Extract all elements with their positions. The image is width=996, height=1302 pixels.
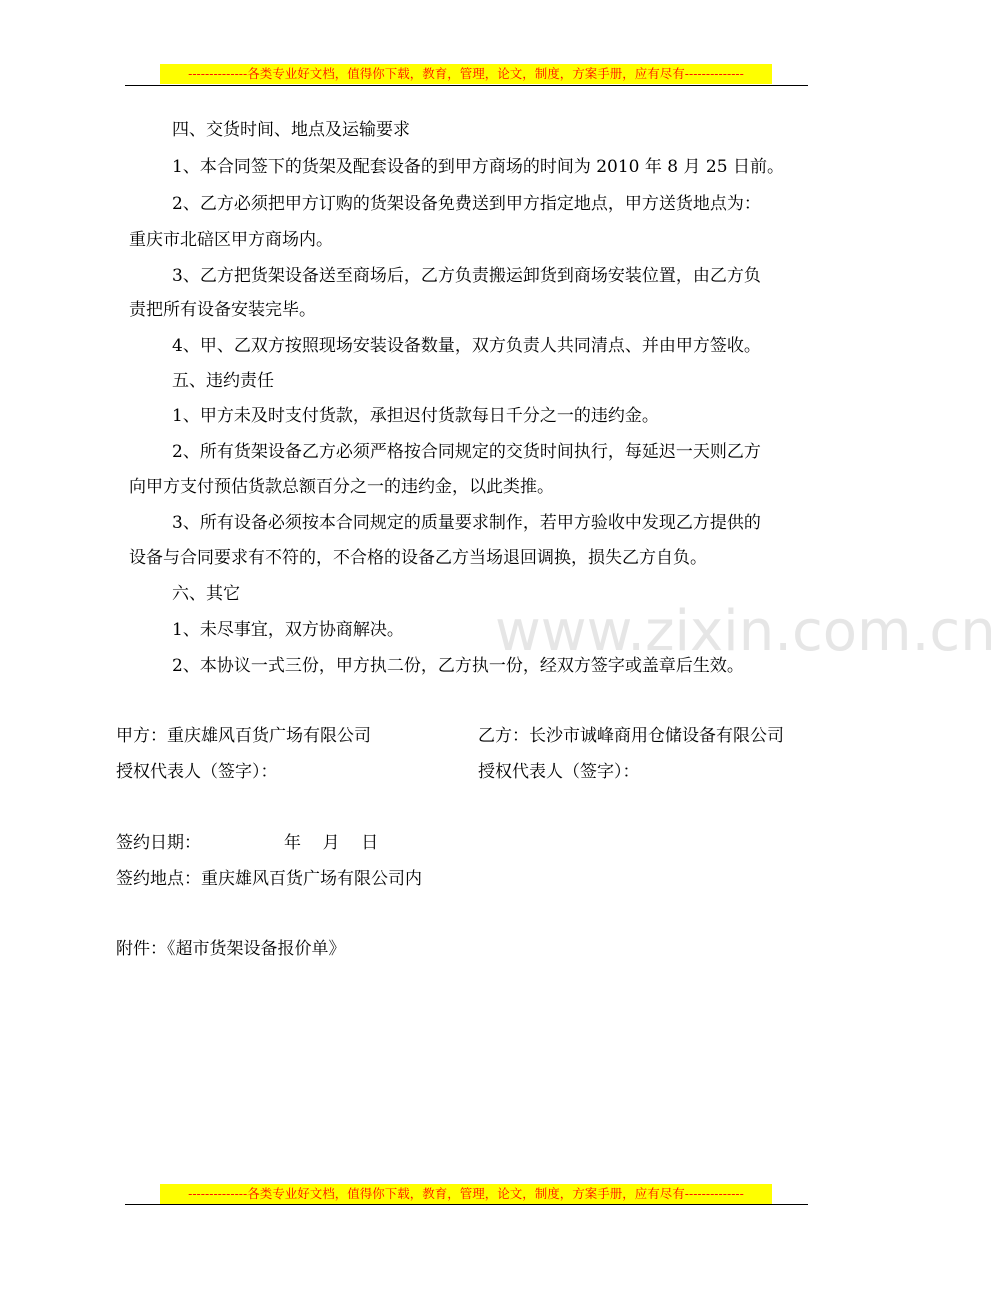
party-b-name: 乙方：长沙市诚峰商用仓储设备有限公司 xyxy=(478,726,784,746)
footer-banner: --------------各类专业好文档，值得你下载，教育，管理，论文，制度，方案手册，应有尽有-------------- xyxy=(160,1184,772,1204)
section-4-clause-2-cont: 重庆市北碚区甲方商场内。 xyxy=(129,230,333,250)
party-a-representative: 授权代表人（签字）： xyxy=(116,762,278,782)
section-5-clause-1: 1、甲方未及时支付货款，承担迟付货款每日千分之一的违约金。 xyxy=(172,406,659,426)
section-4-clause-3: 3、乙方把货架设备送至商场后，乙方负责搬运卸货到商场安装位置，由乙方负 xyxy=(172,266,761,286)
section-4-clause-4: 4、甲、乙双方按照现场安装设备数量，双方负责人共同清点、并由甲方签收。 xyxy=(172,336,761,356)
section-5-clause-2: 2、所有货架设备乙方必须严格按合同规定的交货时间执行，每延迟一天则乙方 xyxy=(172,442,761,462)
signing-place: 签约地点：重庆雄风百货广场有限公司内 xyxy=(116,869,422,889)
section-5-title: 五、违约责任 xyxy=(172,371,274,391)
section-4-clause-3-cont: 责把所有设备安装完毕。 xyxy=(129,300,316,320)
party-b-representative: 授权代表人（签字）： xyxy=(478,762,640,782)
section-5-clause-3: 3、所有设备必须按本合同规定的质量要求制作，若甲方验收中发现乙方提供的 xyxy=(172,513,761,533)
header-rule xyxy=(125,85,808,86)
header-banner: --------------各类专业好文档，值得你下载，教育，管理，论文，制度，方案手册，应有尽有-------------- xyxy=(160,64,772,84)
section-6-clause-2: 2、本协议一式三份，甲方执二份，乙方执一份，经双方签字或盖章后生效。 xyxy=(172,656,744,676)
footer-rule xyxy=(125,1204,808,1205)
section-5-clause-3-cont: 设备与合同要求有不符的，不合格的设备乙方当场退回调换，损失乙方自负。 xyxy=(129,548,707,568)
section-4-clause-2: 2、乙方必须把甲方订购的货架设备免费送到甲方指定地点，甲方送货地点为： xyxy=(172,194,761,214)
section-4-clause-1: 1、本合同签下的货架及配套设备的到甲方商场的时间为 2010 年 8 月 25 日前。 xyxy=(172,157,784,177)
section-6-title: 六、其它 xyxy=(172,584,240,604)
attachment-note: 附件：《超市货架设备报价单》 xyxy=(116,939,346,959)
section-6-clause-1: 1、未尽事宜，双方协商解决。 xyxy=(172,620,404,640)
watermark-text: www.zixin.com.cn xyxy=(495,599,996,664)
signing-date-label: 签约日期： xyxy=(116,833,201,853)
party-a-name: 甲方：重庆雄风百货广场有限公司 xyxy=(116,726,371,746)
section-5-clause-2-cont: 向甲方支付预估货款总额百分之一的违约金，以此类推。 xyxy=(129,477,554,497)
signing-date-value: 年 月 日 xyxy=(284,833,379,853)
section-4-title: 四、交货时间、地点及运输要求 xyxy=(172,120,410,140)
